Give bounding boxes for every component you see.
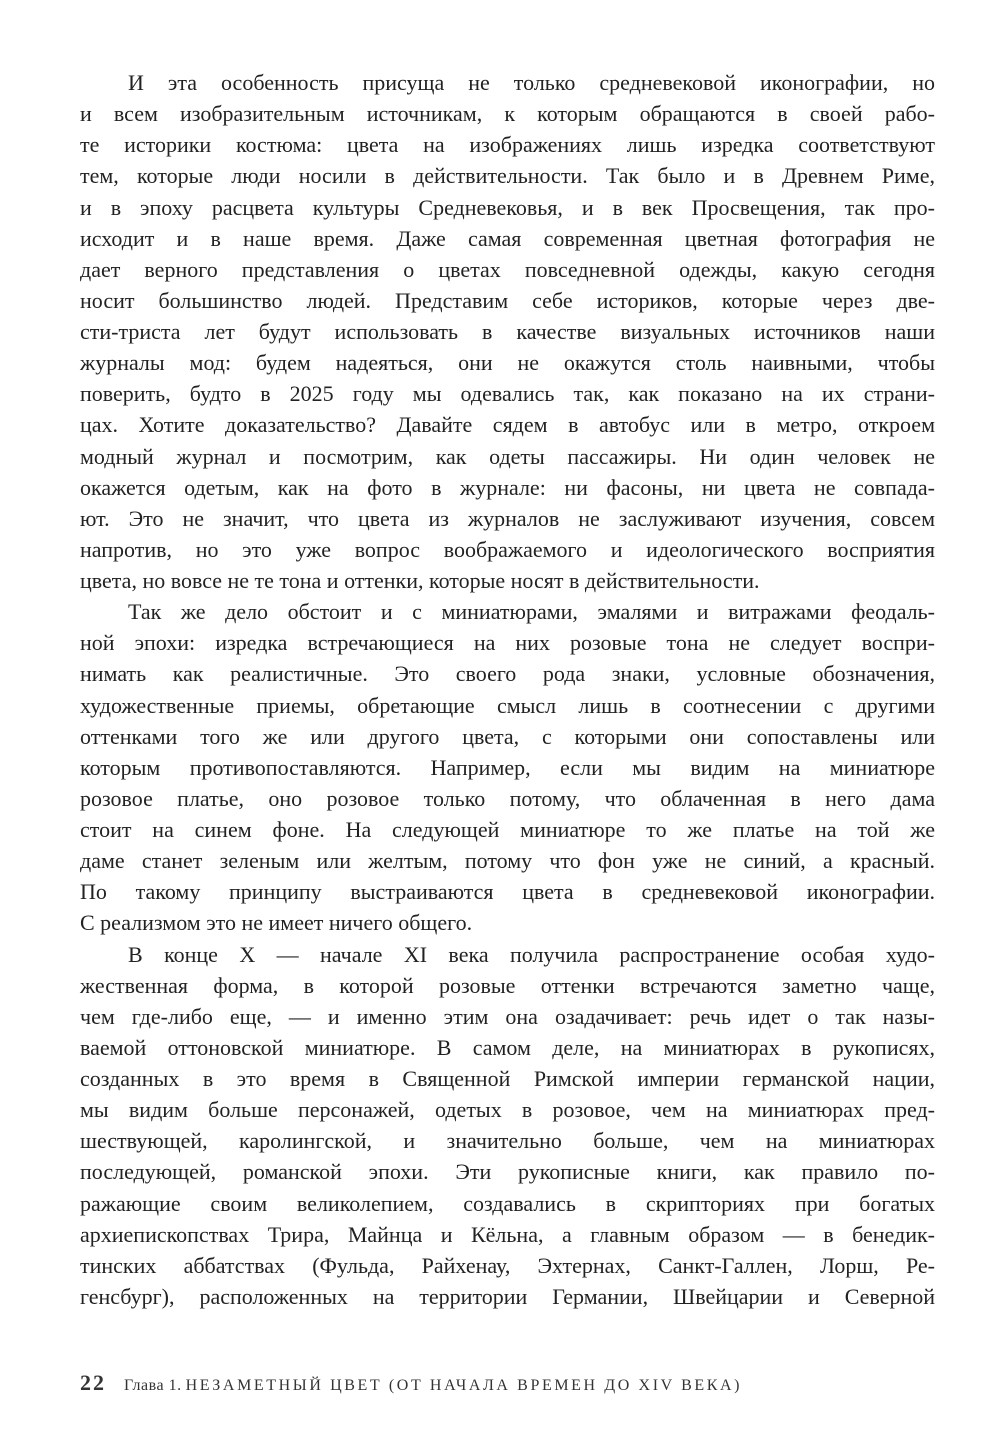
text-line: ют. Это не значит, что цвета из журналов не заслуживают изучения, совсем <box>80 505 935 531</box>
text-line: оттенками того же или другого цвета, с которыми они сопоставлены или <box>80 723 935 749</box>
text-line: С реализмом это не имеет ничего общего. <box>80 910 473 936</box>
chapter-title: НЕЗАМЕТНЫЙ ЦВЕТ (ОТ НАЧАЛА ВРЕМЕН ДО XIV ВЕКА) <box>185 1377 743 1394</box>
text-line: даме станет зеленым или желтым, потому что фон уже не синий, а красный. <box>80 848 935 874</box>
text-line: напротив, но это уже вопрос воображаемого и идеологического восприятия <box>80 536 935 562</box>
text-line: тинских аббатствах (Фульда, Райхенау, Эхтернах, Санкт-Галлен, Лорш, Ре- <box>80 1252 935 1278</box>
text-line: мы видим больше персонажей, одетых в розовое, чем на миниатюрах пред- <box>80 1097 935 1123</box>
text-line: те историки костюма: цвета на изображениях лишь изредка соответствуют <box>80 132 935 158</box>
text-line: По такому принципу выстраиваются цвета в средневековой иконографии. <box>80 879 935 905</box>
text-line: нимать как реалистичные. Это своего рода знаки, условные обозначения, <box>80 661 935 687</box>
text-line: генсбург), расположенных на территории Германии, Швейцарии и Северной <box>80 1283 935 1309</box>
chapter-label: Глава 1. <box>124 1377 182 1394</box>
text-line: окажется одетым, как на фото в журнале: ни фасоны, ни цвета не совпада- <box>80 474 935 500</box>
text-line: художественные приемы, обретающие смысл лишь в соотнесении с другими <box>80 692 935 718</box>
page-number: 22 <box>80 1370 106 1395</box>
text-line: жественная форма, в которой розовые оттенки встречаются заметно чаще, <box>80 972 935 998</box>
text-line: цвета, но вовсе не те тона и оттенки, которые носят в действительности. <box>80 568 760 593</box>
text-line: и в эпоху расцвета культуры Средневековья, и в век Просвещения, так про- <box>80 194 935 220</box>
text-line: Так же дело обстоит и с миниатюрами, эмалями и витражами феодаль- <box>128 599 935 625</box>
text-line: стоит на синем фоне. На следующей миниатюре то же платье на той же <box>80 817 935 842</box>
text-line: тем, которые люди носили в действительности. Так было и в Древнем Риме, <box>80 163 935 189</box>
text-line: носит большинство людей. Представим себе историков, которые через две- <box>80 287 935 313</box>
running-footer <box>80 1368 742 1398</box>
text-line: цах. Хотите доказательство? Давайте сядем в автобус или в метро, откроем <box>80 412 935 438</box>
text-line: В конце X — начале XI века получила распространение особая худо- <box>128 941 935 967</box>
text-line: ной эпохи: изредка встречающиеся на них розовые тона не следует воспри- <box>80 630 935 656</box>
text-line: архиепископствах Трира, Майнца и Кёльна, а главным образом — в бенедик- <box>80 1221 935 1247</box>
body-text <box>80 67 935 1312</box>
text-line: поверить, будто в 2025 году мы одевались так, как показано на их страни- <box>80 381 935 407</box>
text-line: ваемой оттоновской миниатюре. В самом деле, на миниатюрах в рукописях, <box>80 1034 935 1060</box>
text-line: сти-триста лет будут использовать в качестве визуальных источников наши <box>80 319 935 344</box>
text-line: модный журнал и посмотрим, как одеты пассажиры. Ни один человек не <box>80 443 935 469</box>
text-line: чем где-либо еще, — и именно этим она озадачивает: речь идет о так назы- <box>80 1003 935 1029</box>
text-line: журналы мод: будем надеяться, они не окажутся столь наивными, чтобы <box>80 350 935 376</box>
text-line: И эта особенность присуща не только средневековой иконографии, но <box>128 70 935 95</box>
text-line: розовое платье, оно розовое только потому, что облаченная в него дама <box>80 785 935 811</box>
text-line: созданных в это время в Священной Римской империи германской нации, <box>80 1066 935 1091</box>
text-line: дает верного представления о цветах повседневной одежды, какую сегодня <box>80 256 935 282</box>
text-line: исходит и в наше время. Даже самая современная цветная фотография не <box>80 225 935 251</box>
text-line: последующей, романской эпохи. Эти рукописные книги, как правило по- <box>80 1159 935 1185</box>
text-line: которым противопоставляются. Например, если мы видим на миниатюре <box>80 754 935 780</box>
text-line: шествующей, каролингской, и значительно больше, чем на миниатюрах <box>80 1128 935 1154</box>
text-line: ражающие своим великолепием, создавались в скрипториях при богатых <box>80 1190 935 1216</box>
text-line: и всем изобразительным источникам, к которым обращаются в своей рабо- <box>80 101 935 127</box>
